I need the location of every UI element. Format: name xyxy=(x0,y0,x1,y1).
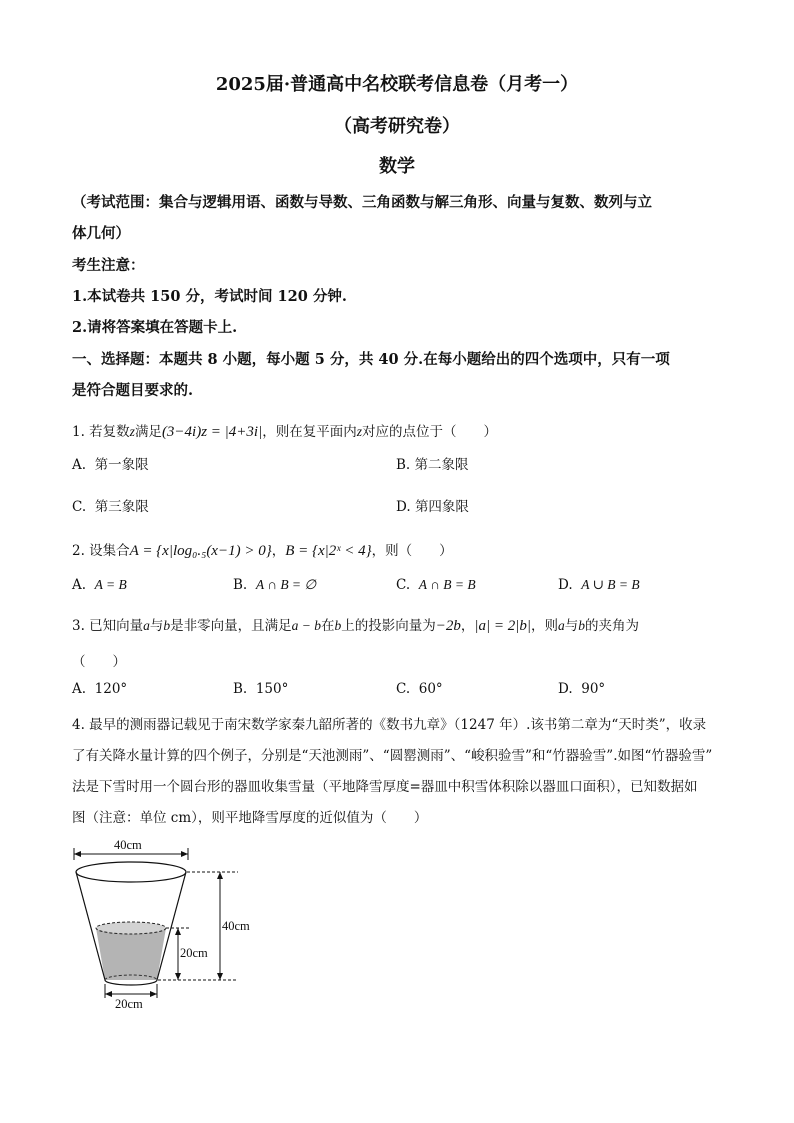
exam-title: 2025届·普通高中名校联考信息卷（月考一） xyxy=(215,74,579,95)
q1-option-a[interactable]: A. 第一象限 xyxy=(72,457,149,473)
snow-gauge-figure xyxy=(66,836,276,1016)
snow-fill xyxy=(96,928,166,980)
question-3-stem: 3. 已知向量a与b是非零向量，且满足a − b在b上的投影向量为−2b，|a| = 2|b|，则a与b的夹角为 xyxy=(72,618,640,634)
q3-option-b[interactable]: B. 150° xyxy=(233,681,289,697)
subject-title: 数学 xyxy=(379,156,415,177)
q1-option-d[interactable]: D. 第四象限 xyxy=(396,499,469,515)
q4-line-2: 了有关降水量计算的四个例子，分别是“天池测雨”、“圆罂测雨”、“峻积验雪”和“竹器验雪”.如图“竹器验雪” xyxy=(72,748,713,764)
q1-equation: (3−4i)z = |4+3i| xyxy=(161,424,263,440)
q3-option-a[interactable]: A. 120° xyxy=(72,681,128,697)
scope-line-1: （考试范围：集合与逻辑用语、函数与导数、三角函数与解三角形、向量与复数、数列与立 xyxy=(72,194,652,211)
q4-line-3: 法是下雪时用一个圆台形的器皿收集雪量（平地降雪厚度=器皿中积雪体积除以器皿口面积），已知数据如 xyxy=(72,779,698,795)
gauge-rim xyxy=(76,862,186,882)
q3-option-c[interactable]: C. 60° xyxy=(396,681,443,697)
height-label: 40cm xyxy=(222,919,250,933)
gauge-base xyxy=(105,980,157,985)
question-1-stem: 1. 若复数z满足(3−4i)z = |4+3i|，则在复平面内z对应的点位于（ ） xyxy=(72,424,497,440)
exam-subtitle: （高考研究卷） xyxy=(334,116,460,137)
section-heading-line-2: 是符合题目要求的. xyxy=(72,382,194,399)
q2-set-b: B = {x|2ˣ < 4} xyxy=(285,543,372,559)
q2-option-a[interactable]: A. A = B xyxy=(72,577,127,593)
q4-line-4: 图（注意：单位 cm），则平地降雪厚度的近似值为（ ） xyxy=(72,810,428,826)
q4-line-1: 4. 最早的测雨器记载见于南宋数学家秦九韶所著的《数书九章》（1247 年）.该书第二章为“天时类”，收录 xyxy=(72,717,707,733)
q1-option-c[interactable]: C. 第三象限 xyxy=(72,499,149,515)
snow-depth-label: 20cm xyxy=(180,946,208,960)
section-heading-line-1: 一、选择题：本题共 8 小题，每小题 5 分，共 40 分.在每小题给出的四个选项中，只有一项 xyxy=(72,351,670,368)
q2-option-b[interactable]: B. A ∩ B = ∅ xyxy=(233,577,317,593)
scope-line-2: 体几何） xyxy=(72,225,130,242)
q3-answer-paren: （ ） xyxy=(72,654,126,670)
note-item-1: 1.本试卷共 150 分，考试时间 120 分钟. xyxy=(72,288,347,305)
top-diameter-label: 40cm xyxy=(114,838,142,852)
bottom-diameter-label: 20cm xyxy=(115,997,143,1011)
snow-surface xyxy=(96,922,166,934)
q1-option-b[interactable]: B. 第二象限 xyxy=(396,457,469,473)
note-item-2: 2.请将答案填在答题卡上. xyxy=(72,319,238,336)
q3-option-d[interactable]: D. 90° xyxy=(558,681,606,697)
q2-option-c[interactable]: C. A ∩ B = B xyxy=(396,577,476,593)
q2-set-a: A = {x|log₀.₅(x−1) > 0} xyxy=(129,543,272,559)
q2-option-d[interactable]: D. A ∪ B = B xyxy=(558,577,640,593)
attention-heading: 考生注意： xyxy=(72,257,145,274)
question-2-stem: 2. 设集合A = {x|log₀.₅(x−1) > 0}，B = {x|2ˣ < 4}，则（ ） xyxy=(72,543,453,559)
